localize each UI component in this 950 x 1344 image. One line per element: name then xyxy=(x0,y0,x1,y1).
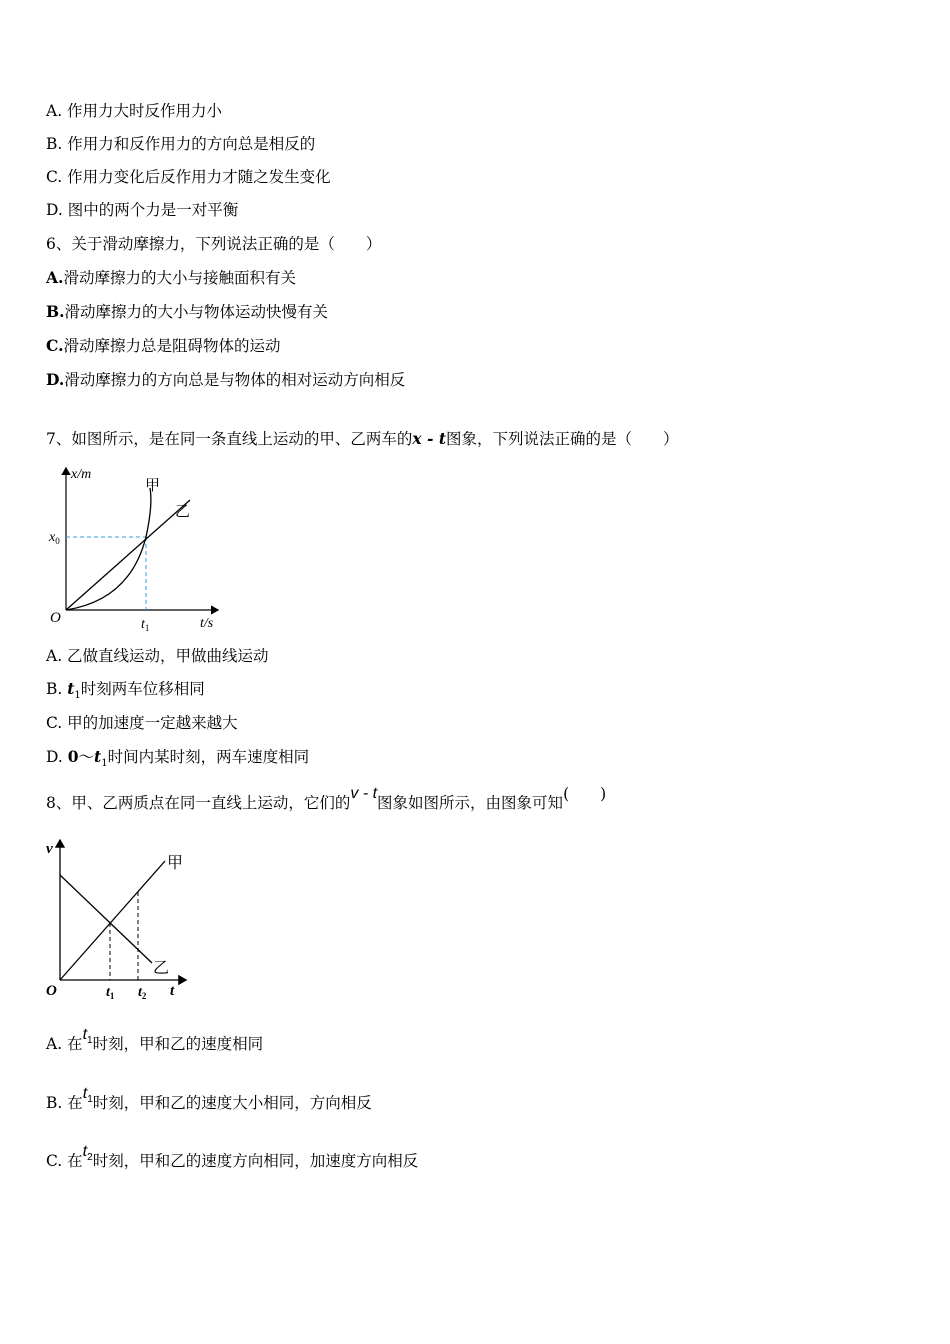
q7-option-d-pre: D. xyxy=(46,748,68,766)
q7-option-d-var: t xyxy=(94,747,102,766)
q7-option-b-var: t xyxy=(67,679,75,698)
q8-option-a-pre: A. 在 xyxy=(46,1035,83,1053)
q7-option-c: C. 甲的加速度一定越来越大 xyxy=(46,714,238,732)
q5-option-b: B. 作用力和反作用力的方向总是相反的 xyxy=(46,135,316,153)
q7-curve-jia xyxy=(66,488,151,610)
q8-option-c-pre: C. 在 xyxy=(46,1152,83,1170)
q7-label-jia: 甲 xyxy=(145,478,161,494)
q8-label-origin: O xyxy=(46,983,57,999)
q8-option-b-var: $t_1$ xyxy=(82,1085,93,1106)
q7-option-b-sub: 1 xyxy=(74,690,81,702)
q7-option-d-sub: 1 xyxy=(101,758,108,770)
q8-line-jia xyxy=(60,861,165,980)
q8-option-b-pre: B. 在 xyxy=(46,1094,83,1112)
q5-option-a: A. 作用力大时反作用力小 xyxy=(46,102,223,120)
q8-option-a xyxy=(46,1026,264,1061)
q8-label-t2: $t_2$ xyxy=(138,985,147,1001)
q7-label-x0: $x_0$ xyxy=(49,530,60,546)
q5-option-d: D. 图中的两个力是一对平衡 xyxy=(46,201,239,219)
q6-option-d xyxy=(46,370,405,390)
q8-stem-part1: 8、甲、乙两质点在同一直线上运动，它们的 xyxy=(46,794,351,812)
q6-option-a-letter: A. xyxy=(46,268,64,287)
q7-label-taxis: t/s xyxy=(200,616,214,631)
q7-stem xyxy=(46,429,679,449)
q7-option-d-text: 时间内某时刻，两车速度相同 xyxy=(107,748,310,766)
q8-label-jia: 甲 xyxy=(167,855,184,872)
q7-line-yi xyxy=(66,500,190,610)
q7-stem-part2: 图象，下列说法正确的是（ ） xyxy=(446,430,679,448)
q6-stem: 6、关于滑动摩擦力，下列说法正确的是（ ） xyxy=(46,235,382,253)
q8-option-c xyxy=(46,1143,419,1178)
q6-option-c-text: 滑动摩擦力总是阻碍物体的运动 xyxy=(63,337,281,355)
q7-label-t1: $t_1$ xyxy=(141,617,150,633)
q7-option-d-zero: 0 xyxy=(67,747,79,766)
q7-option-b xyxy=(46,679,205,706)
q7-option-d xyxy=(46,747,309,774)
q8-option-a-text: 时刻，甲和乙的速度相同 xyxy=(92,1035,264,1053)
q8-stem-paren: ( ) xyxy=(563,785,607,803)
q8-vt-graph xyxy=(40,835,200,1005)
q7-xt-graph xyxy=(40,460,230,640)
q8-stem-part2: 图象如图所示，由图象可知 xyxy=(377,794,564,812)
q7-option-b-text: 时刻两车位移相同 xyxy=(80,680,205,698)
q8-label-v: v xyxy=(46,841,53,857)
q7-label-origin: O xyxy=(50,610,61,626)
q6-option-d-text: 滑动摩擦力的方向总是与物体的相对运动方向相反 xyxy=(64,371,406,389)
q8-option-a-var: $t_1$ xyxy=(82,1026,93,1047)
q6-option-b-letter: B. xyxy=(46,302,65,321)
q6-option-d-letter: D. xyxy=(46,370,65,389)
q7-stem-xt: x - t xyxy=(412,429,447,448)
q7-option-d-tilde: ～ xyxy=(78,748,95,766)
q8-option-c-var: $t_2$ xyxy=(82,1143,93,1164)
q6-option-c xyxy=(46,336,280,356)
q8-stem xyxy=(46,785,607,814)
q5-option-c: C. 作用力变化后反作用力才随之发生变化 xyxy=(46,168,331,186)
q8-label-t1: $t_1$ xyxy=(106,985,115,1001)
q8-option-c-text: 时刻，甲和乙的速度方向相同，加速度方向相反 xyxy=(92,1152,419,1170)
q6-option-c-letter: C. xyxy=(46,336,64,355)
q6-option-b-text: 滑动摩擦力的大小与物体运动快慢有关 xyxy=(64,303,329,321)
q8-option-b xyxy=(46,1085,372,1120)
q8-option-b-text: 时刻，甲和乙的速度大小相同，方向相反 xyxy=(92,1094,372,1112)
q6-option-a-text: 滑动摩擦力的大小与接触面积有关 xyxy=(63,269,296,287)
q7-label-xaxis-y: x/m xyxy=(71,467,92,482)
q7-option-b-pre: B. xyxy=(46,680,68,698)
q8-stem-vt: v - t xyxy=(350,785,378,802)
q8-label-t-axis: t xyxy=(170,983,175,999)
q6-option-a xyxy=(46,268,296,288)
q7-option-a: A. 乙做直线运动，甲做曲线运动 xyxy=(46,647,269,665)
q7-label-yi: 乙 xyxy=(175,504,191,520)
q6-option-b xyxy=(46,302,328,322)
q7-stem-part1: 7、如图所示，是在同一条直线上运动的甲、乙两车的 xyxy=(46,430,413,448)
q8-label-yi: 乙 xyxy=(153,960,170,977)
